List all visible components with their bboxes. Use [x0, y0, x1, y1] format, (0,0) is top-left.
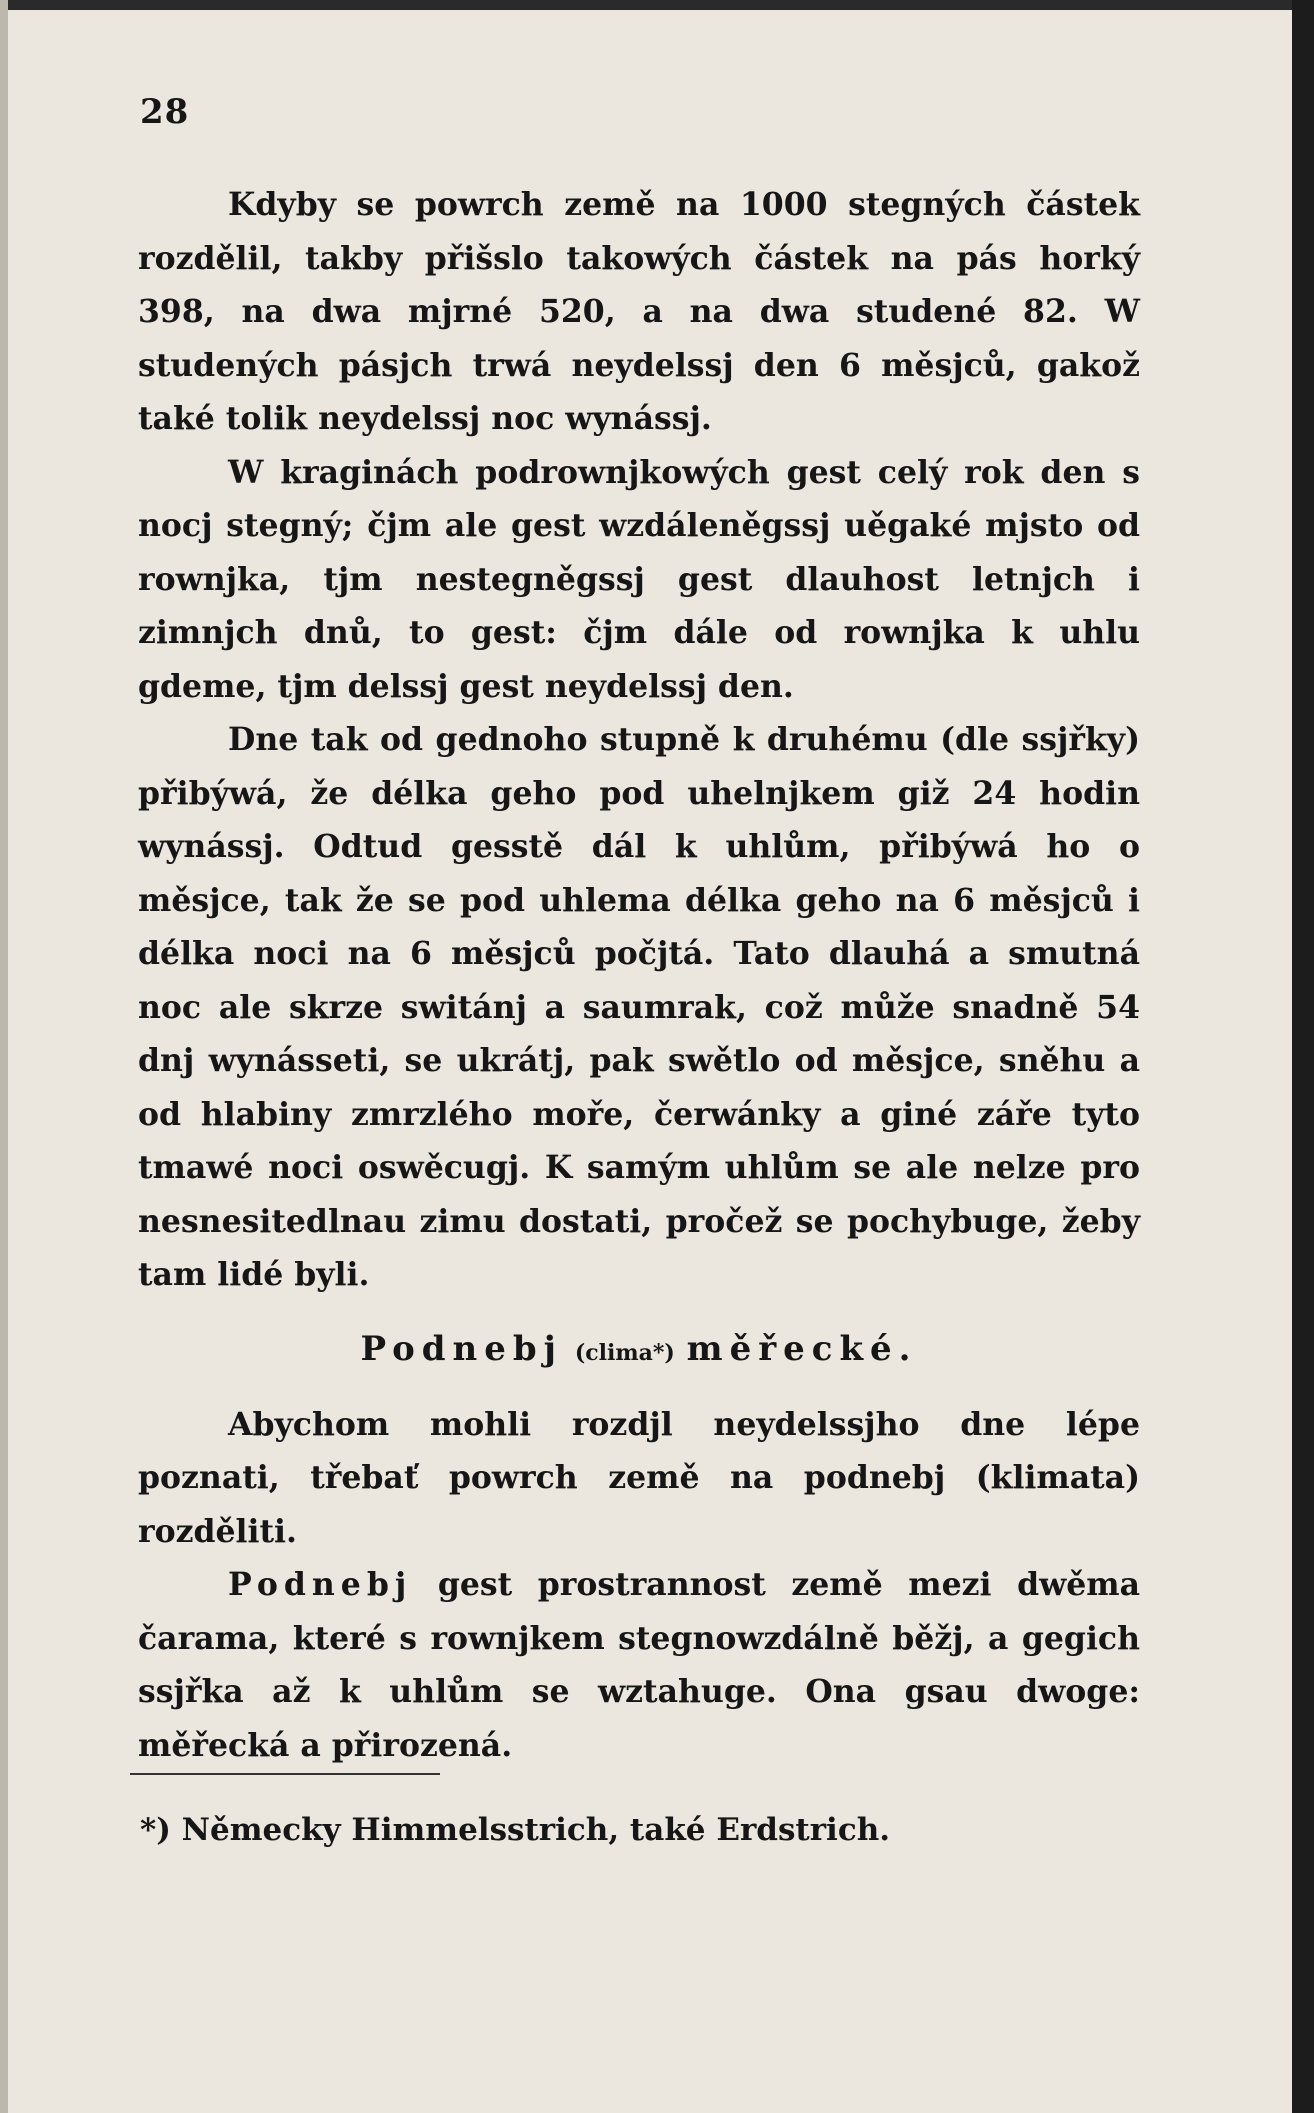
scan-left-edge: [0, 0, 8, 2113]
paragraph-2: W kraginách podrownjkowých gest celý rok den s nocj stegný; čjm ale gest wzdáleněgssj uěgaké mjsto od rownjka, tjm nestegněgssj gest dlauhost letnjch i zimnjch dnů, to gest: čjm dále od rownjka k uhlu gdeme, tjm delssj gest neydelssj den.: [138, 453, 1140, 705]
footnote-rule: [130, 1773, 440, 1775]
footnote: *) Německy Himmelsstrich, také Erdstrich.: [140, 1812, 891, 1848]
scan-right-edge: [1292, 0, 1314, 2113]
heading-note: (clima*): [574, 1339, 675, 1366]
section-heading: [138, 1324, 1140, 1378]
scan-top-edge: [0, 0, 1314, 10]
page-number: 28: [140, 92, 190, 132]
paragraph-5: [138, 1558, 1140, 1772]
paragraph-5-rest: gest prostrannost země mezi dwěma čarama, které s rownjkem stegnowzdálně běžj, a gegich ssjřka až k uhlům se wztahuge. Ona gsau dwoge: měřecká a přirozená.: [138, 1566, 1140, 1764]
heading-word-1: Podnebj: [360, 1328, 563, 1369]
paragraph-5-term: Podnebj: [228, 1566, 413, 1603]
paragraph-4: Abychom mohli rozdjl neydelssjho dne lépe poznati, třebať powrch země na podnebj (klimata) rozděliti.: [138, 1405, 1140, 1550]
paragraph-1: Kdyby se powrch země na 1000 stegných částek rozdělil, takby přišslo takowých částek na pás horký 398, na dwa mjrné 520, a na dwa studené 82. W studených pásjch trwá neydelssj den 6 měsjců, gakož také tolik neydelssj noc wynássj.: [138, 186, 1140, 437]
paragraph-3: Dne tak od gednoho stupně k druhému (dle ssjřky) přibýwá, že délka geho pod uhelnjkem giž 24 hodin wynássj. Odtud gesstě dál k uhlům, přibýwá ho o měsjce, tak že se pod uhlema délka geho na 6 měsjců i délka noci na 6 měsjců počjtá. Tato dlauhá a smutná noc ale skrze switánj a saumrak, což může snadně 54 dnj wynásseti, se ukrátj, pak swětlo od měsjce, sněhu a od hlabiny zmrzlého moře, čerwánky a giné záře tyto tmawé noci oswěcugj. K samým uhlům se ale nelze pro nesnesitedlnau zimu dostati, pročež se pochybuge, žeby tam lidé byli.: [138, 721, 1140, 1293]
heading-word-2: měřecké.: [686, 1328, 918, 1369]
body-text: [138, 178, 1140, 1772]
